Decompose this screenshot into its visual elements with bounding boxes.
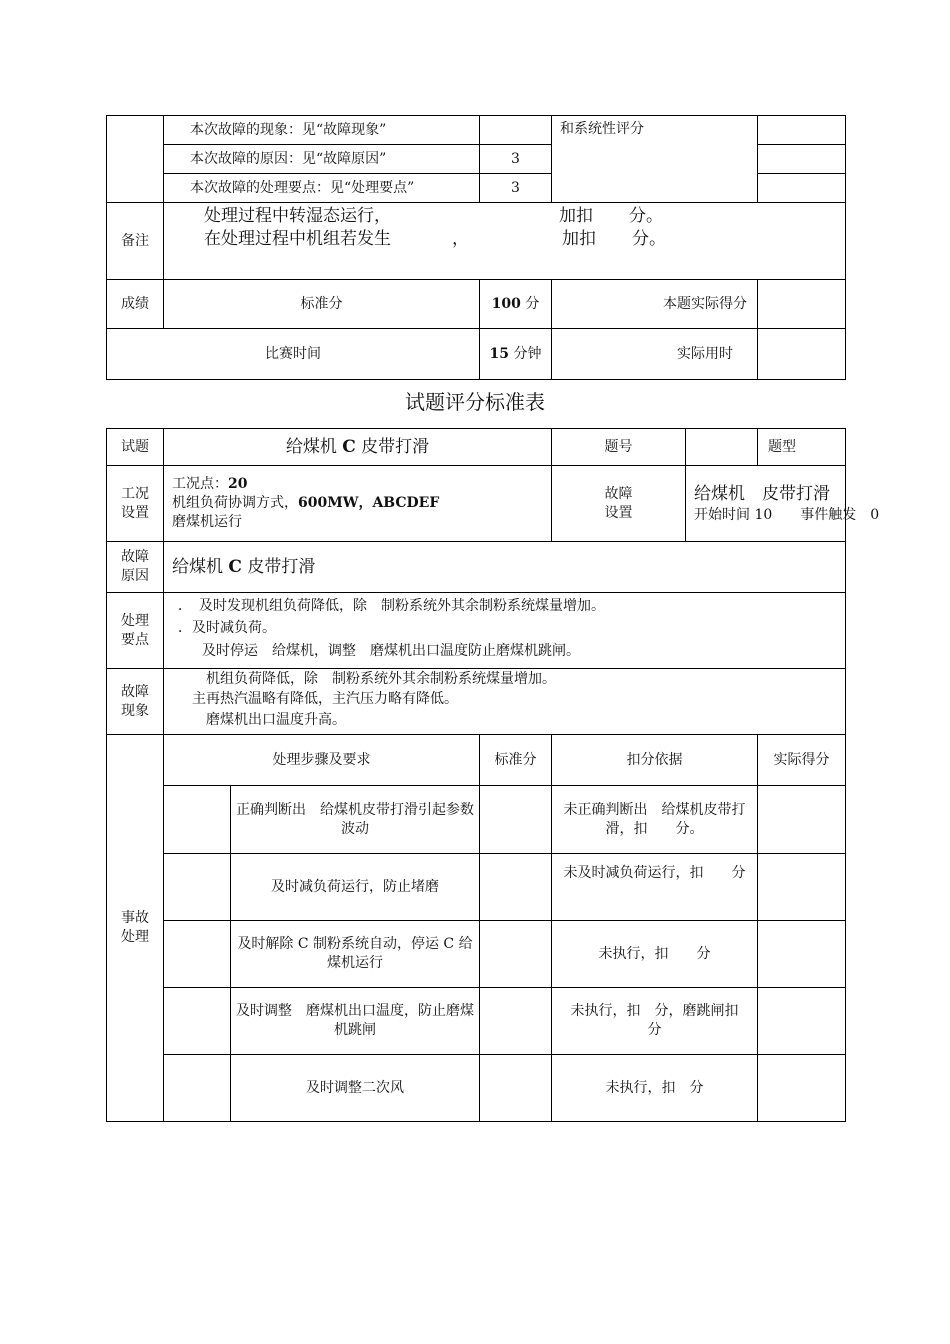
page-title: 试题评分标准表	[405, 390, 545, 414]
symptom-content	[164, 669, 846, 735]
remarks-content	[164, 203, 846, 280]
step-basis: 未执行，扣 分	[552, 1055, 758, 1122]
step-basis: 未执行，扣 分，磨跳闸扣 分	[552, 988, 758, 1055]
step-basis: 未执行，扣 分	[552, 921, 758, 988]
header-actual: 实际得分	[758, 735, 846, 786]
condition-label: 工况 设置	[107, 466, 164, 542]
continuation-table	[106, 115, 846, 380]
symptom-line: 磨煤机出口温度升高。	[178, 711, 346, 728]
time-value: 15 分钟	[480, 329, 552, 380]
header-steps: 处理步骤及要求	[164, 735, 480, 786]
cause-label: 故障 原因	[107, 542, 164, 593]
step-text: 及时调整二次风	[231, 1055, 480, 1122]
table-row	[107, 988, 846, 1055]
table-row	[107, 854, 846, 921]
step-basis: 未及时减负荷运行，扣 分	[552, 854, 758, 921]
blank-cell	[758, 116, 846, 145]
standard-score: 100 分	[480, 280, 552, 329]
symptom-label: 故障 现象	[107, 669, 164, 735]
key-points-content	[164, 593, 846, 669]
key-points-label: 处理 要点	[107, 593, 164, 669]
step-basis: 未正确判断出 给煤机皮带打滑，扣 分。	[552, 786, 758, 854]
remarks-label: 备注	[107, 203, 164, 280]
step-text: 正确判断出 给煤机皮带打滑引起参数波动	[231, 786, 480, 854]
table-row	[107, 1055, 846, 1122]
blank-cell	[107, 116, 164, 203]
merged-note: 和系统性评分	[552, 116, 758, 203]
cause-ref: 本次故障的原因：见“故障原因”	[164, 145, 480, 174]
actual-time-label: 实际用时	[552, 329, 758, 380]
step-text: 及时解除 C 制粉系统自动，停运 C 给煤机运行	[231, 921, 480, 988]
table-row	[107, 786, 846, 854]
step-text: 及时减负荷运行，防止堵磨	[231, 854, 480, 921]
header-standard: 标准分	[480, 735, 552, 786]
actual-score-cell	[758, 280, 846, 329]
symptom-score	[480, 116, 552, 145]
remark-line: 在处理过程中机组若发生 ， 加扣 分。	[204, 228, 666, 249]
grade-label: 成绩	[107, 280, 164, 329]
symptom-line: 主再热汽温略有降低，主汽压力略有降低。	[178, 691, 458, 708]
key-score: 3	[480, 174, 552, 203]
question-label: 试题	[107, 429, 164, 466]
actual-score-label: 本题实际得分	[552, 280, 758, 329]
question-title: 给煤机 C 皮带打滑	[164, 429, 552, 466]
fault-setup-content: 给煤机 皮带打滑 开始时间 10 事件触发 0	[686, 466, 846, 542]
cause-content: 给煤机 C 皮带打滑	[164, 542, 846, 593]
blank-cell	[758, 174, 846, 203]
number-label: 题号	[552, 429, 686, 466]
symptom-ref: 本次故障的现象：见“故障现象”	[164, 116, 480, 145]
cause-score: 3	[480, 145, 552, 174]
type-label: 题型	[758, 429, 846, 466]
header-basis: 扣分依据	[552, 735, 758, 786]
number-cell	[686, 429, 758, 466]
scoring-table	[106, 428, 880, 1122]
step-text: 及时调整 磨煤机出口温度，防止磨煤机跳闸	[231, 988, 480, 1055]
symptom-line: 机组负荷降低，除 制粉系统外其余制粉系统煤量增加。	[178, 671, 556, 687]
key-ref: 本次故障的处理要点：见“处理要点”	[164, 174, 480, 203]
key-point: ． 及时发现机组负荷降低，除 制粉系统外其余制粉系统煤量增加。	[178, 598, 605, 614]
fault-setup-label: 故障 设置	[552, 466, 686, 542]
table-row	[107, 921, 846, 988]
accident-label: 事故 处理	[107, 735, 164, 1122]
key-point: ．及时减负荷。	[178, 620, 276, 637]
blank-cell	[758, 145, 846, 174]
actual-time-cell	[758, 329, 846, 380]
key-point: 及时停运 给煤机，调整 磨煤机出口温度防止磨煤机跳闸。	[188, 642, 580, 659]
condition-content: 工况点：20 机组负荷协调方式，600MW，ABCDEF 磨煤机运行	[164, 466, 552, 542]
time-label: 比赛时间	[107, 329, 480, 380]
standard-label: 标准分	[164, 280, 480, 329]
remark-line: 处理过程中转湿态运行， 加扣 分。	[204, 206, 663, 226]
